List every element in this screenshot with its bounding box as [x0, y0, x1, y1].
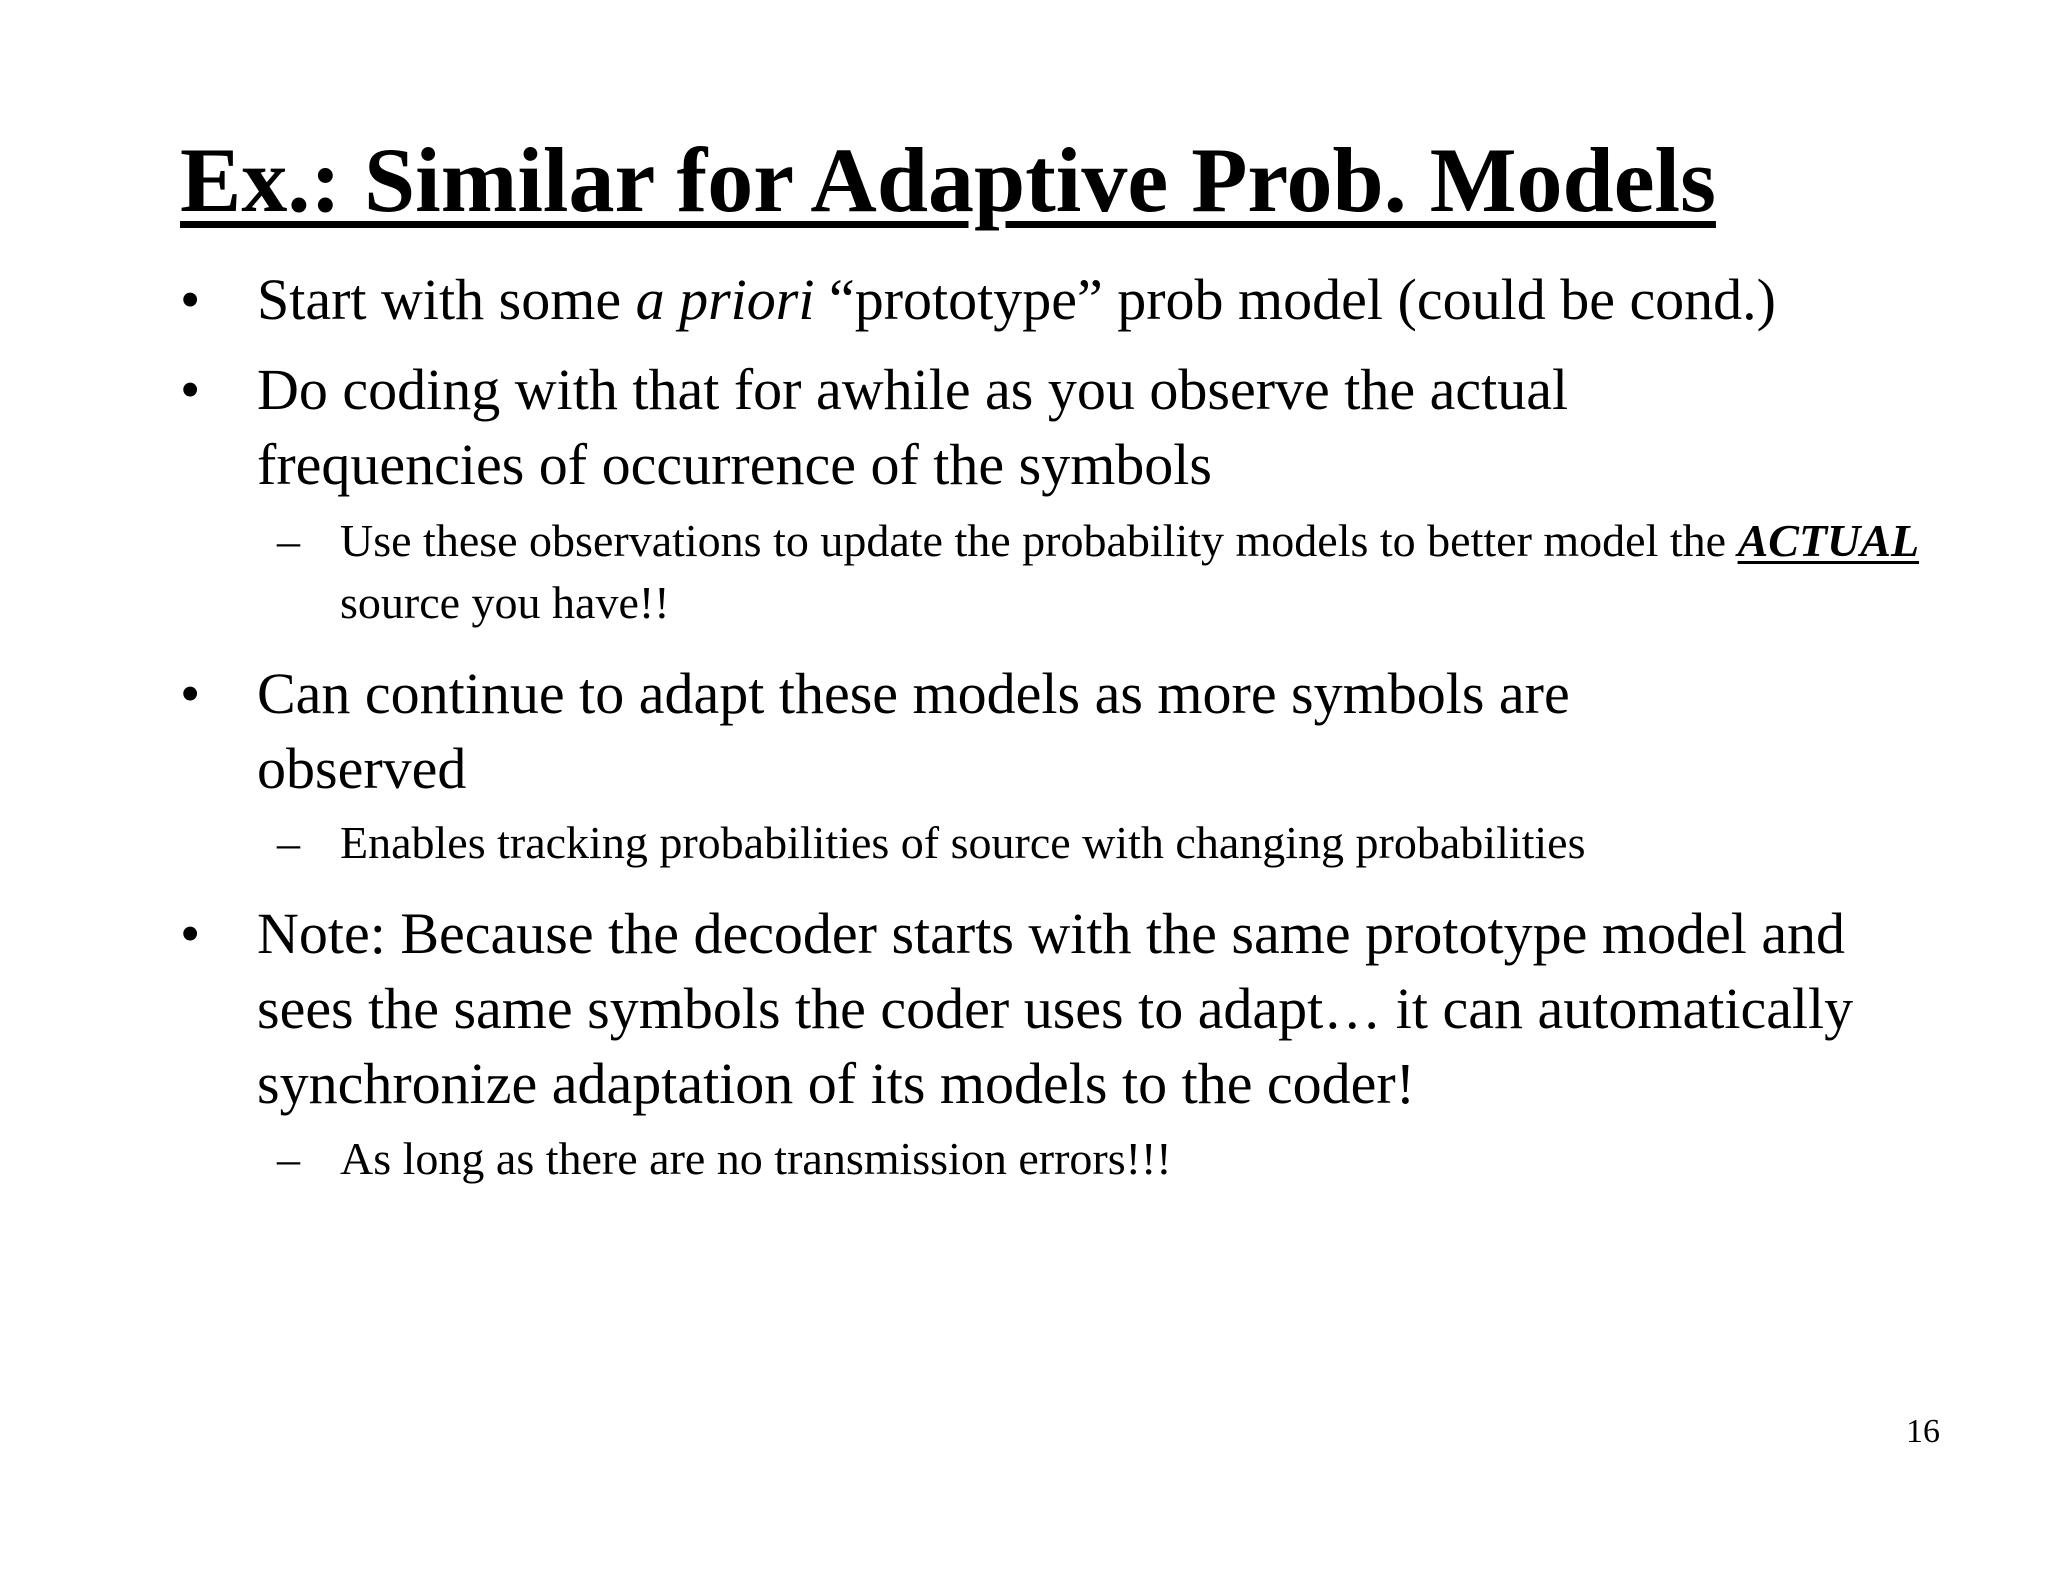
- sub-1-emphasis: ACTUAL: [1737, 515, 1920, 566]
- slide-title: Ex.: Similar for Adaptive Prob. Models: [180, 129, 1716, 231]
- sub-1-post: source you have!!: [340, 577, 670, 628]
- bullet-marker: •: [180, 357, 201, 422]
- bullet-1-italic: a priori: [635, 267, 815, 332]
- bullet-marker: •: [180, 901, 201, 966]
- bullet-item-3: [180, 656, 1940, 806]
- sub-bullet-marker: –: [277, 1133, 300, 1184]
- sub-1-pre: Use these observations to update the probability models to better model the: [340, 515, 1738, 566]
- sub-bullet-marker: –: [277, 515, 300, 566]
- bullet-text-4: Note: Because the decoder starts with the same prototype model and sees the same symbols the coder uses to adapt… it can automatically synchronize adaptation of its models to the coder!: [257, 901, 1854, 1116]
- sub-bullet-item-3: [277, 1128, 1957, 1190]
- bullet-1-post: “prototype” prob model (could be cond.): [814, 267, 1776, 332]
- bullet-marker: •: [180, 661, 201, 726]
- sub-bullet-marker: –: [277, 817, 300, 868]
- bullet-item-2: [180, 352, 1940, 502]
- bullet-item-4: [180, 896, 1940, 1121]
- sub-bullet-item-2: [277, 812, 1957, 874]
- bullet-1-pre: Start with some: [257, 267, 636, 332]
- sub-bullet-item-1: [277, 510, 1957, 634]
- bullet-item-1: [180, 262, 1940, 337]
- bullet-text-3: Can continue to adapt these models as more symbols are observed: [257, 661, 1570, 801]
- page-number: 16: [1906, 1413, 1940, 1450]
- sub-bullet-text-2: Enables tracking probabilities of source with changing probabilities: [340, 817, 1586, 868]
- bullet-marker: •: [180, 267, 201, 332]
- sub-bullet-text-1: [340, 510, 1957, 634]
- bullet-text-2: Do coding with that for awhile as you observe the actual frequencies of occurrence of the symbols: [257, 357, 1569, 497]
- sub-bullet-text-3: As long as there are no transmission errors!!!: [340, 1133, 1172, 1184]
- bullet-text-1: [257, 262, 1940, 337]
